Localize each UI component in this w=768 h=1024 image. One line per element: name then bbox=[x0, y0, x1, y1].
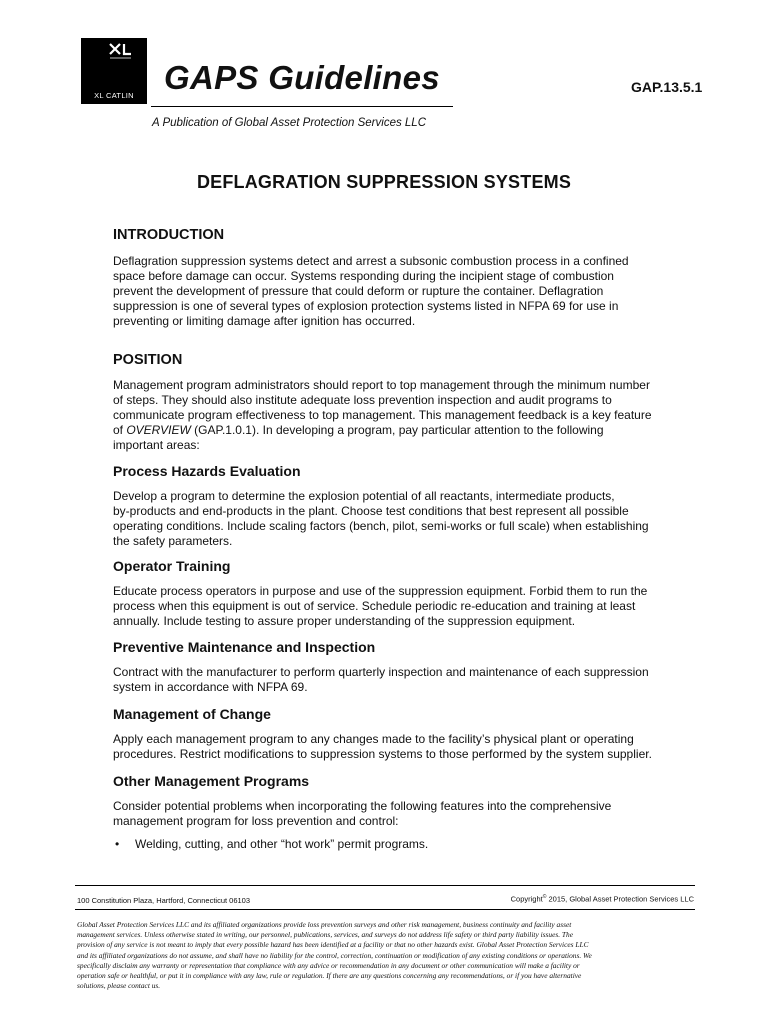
copyright-text: 2015, Global Asset Protection Services LLC bbox=[546, 894, 694, 904]
footer-divider-bottom bbox=[75, 909, 695, 910]
other-programs-paragraph bbox=[113, 799, 683, 829]
text-line: by-products and end-products in the plant. Choose test conditions that best represent all possible bbox=[113, 504, 629, 518]
text-line: prevent the development of pressure that could deform or rupture the container. Deflagration bbox=[113, 284, 604, 298]
list-item bbox=[113, 837, 683, 852]
brand-title: GAPS Guidelines bbox=[164, 59, 440, 96]
management-of-change-section bbox=[113, 705, 683, 762]
footer-address: 100 Constitution Plaza, Hartford, Connecticut 06103 bbox=[77, 896, 251, 905]
text-fragment: (GAP.1.0.1). In developing a program, pay particular attention to the following bbox=[190, 423, 604, 437]
text-line: suppression is one of several types of explosion protection systems listed in NFPA 69 for use in bbox=[113, 299, 619, 313]
text-line: Develop a program to determine the explosion potential of all reactants, intermediate products, bbox=[113, 489, 615, 503]
introduction-paragraph bbox=[113, 254, 683, 329]
introduction-section bbox=[113, 226, 683, 329]
operator-training-paragraph bbox=[113, 584, 683, 629]
other-programs-section bbox=[113, 772, 683, 852]
text-line: annually. Include testing to assure proper understanding of the suppression equipment. bbox=[113, 614, 576, 628]
process-hazards-section bbox=[113, 462, 683, 549]
subsection-heading: Management of Change bbox=[113, 706, 271, 722]
footer-divider-top bbox=[75, 885, 695, 886]
disclaimer-line: specifically disclaim any warranty or representation that compliance with any advice or recommendation in any document or other communication will make a facility or bbox=[77, 960, 580, 970]
xl-catlin-logo bbox=[81, 38, 147, 104]
preventive-maintenance-section bbox=[113, 638, 683, 695]
publisher-line: A Publication of Global Asset Protection Services LLC bbox=[152, 117, 427, 129]
overview-reference: OVERVIEW bbox=[126, 423, 191, 437]
list-item-text: Welding, cutting, and other “hot work” permit programs. bbox=[135, 837, 429, 851]
text-line: important areas: bbox=[113, 438, 200, 452]
text-line: Educate process operators in purpose and use of the suppression equipment. Forbid them to run the bbox=[113, 584, 648, 598]
text-line: communicate program effectiveness to top management. This management feedback is a key feature bbox=[113, 408, 652, 422]
disclaimer-line: provision of any service is not meant to imply that every possible hazard has been identified at a facility or that no other hazards exist. Global Asset Protection Services LLC bbox=[77, 940, 589, 950]
disclaimer-line: solutions, please contact us. bbox=[77, 981, 161, 991]
disclaimer-line: operation safe or healthful, or put it in compliance with any law, rule or regulation. If there are any questions concerning any recommendations, or if you have alternative bbox=[77, 971, 582, 981]
position-paragraph bbox=[113, 378, 683, 453]
text-line: procedures. Restrict modifications to suppression systems to those performed by the system supplier. bbox=[113, 747, 652, 761]
disclaimer-line: and its affiliated organizations do not assume, and shall have no liability for the control, correction, continuation or modification of any existing conditions or operations. We bbox=[77, 950, 592, 960]
header-divider bbox=[151, 106, 453, 107]
subsection-heading: Process Hazards Evaluation bbox=[113, 463, 301, 479]
subsection-heading: Operator Training bbox=[113, 558, 231, 574]
text-line: process when this equipment is out of service. Schedule periodic re-education and training at least bbox=[113, 599, 636, 613]
preventive-maintenance-paragraph bbox=[113, 665, 683, 695]
document-code: GAP.13.5.1 bbox=[631, 79, 703, 95]
section-heading: INTRODUCTION bbox=[113, 227, 225, 243]
logo-text: XL CATLIN bbox=[94, 91, 134, 100]
copyright-label: Copyright bbox=[510, 894, 543, 904]
text-line: of steps. They should also institute adequate loss prevention inspection and audit programs to bbox=[113, 393, 612, 407]
text-line: operating conditions. Include scaling factors (bench, pilot, semi-works or full scale) when establishing bbox=[113, 519, 649, 533]
document-title: DEFLAGRATION SUPPRESSION SYSTEMS bbox=[196, 172, 572, 192]
text-fragment: of bbox=[113, 423, 127, 437]
bullet-icon: • bbox=[115, 837, 120, 851]
text-line: preventing or limiting damage after ignition has occurred. bbox=[113, 314, 416, 328]
text-line: Consider potential problems when incorporating the following features into the comprehensive bbox=[113, 799, 612, 813]
text-line: Management program administrators should report to top management through the minimum number bbox=[113, 378, 650, 392]
document-body bbox=[113, 226, 683, 852]
text-line: the safety parameters. bbox=[113, 534, 233, 548]
copyright-mark: © bbox=[542, 894, 547, 900]
disclaimer-line: Global Asset Protection Services LLC and its affiliated organizations provide loss prevention surveys and other risk management, business continuity and facility asset bbox=[77, 920, 572, 929]
text-line: Deflagration suppression systems detect and arrest a subsonic combustion process in a confined bbox=[113, 254, 629, 268]
text-line: Contract with the manufacturer to perform quarterly inspection and maintenance of each suppression bbox=[113, 665, 649, 679]
process-hazards-paragraph bbox=[113, 489, 683, 549]
text-line: system in accordance with NFPA 69. bbox=[113, 680, 308, 694]
operator-training-section bbox=[113, 557, 683, 629]
subsection-heading: Preventive Maintenance and Inspection bbox=[113, 639, 376, 655]
subsection-heading: Other Management Programs bbox=[113, 773, 310, 789]
management-of-change-paragraph bbox=[113, 732, 683, 762]
text-line: Apply each management program to any changes made to the facility’s physical plant or operating bbox=[113, 732, 634, 746]
legal-disclaimer bbox=[77, 920, 695, 991]
section-heading: POSITION bbox=[113, 352, 183, 368]
text-line: space before damage can occur. Systems responding during the incipient stage of combustion bbox=[113, 269, 614, 283]
position-section bbox=[113, 351, 683, 453]
disclaimer-line: management services. Unless otherwise stated in writing, our personnel, publications, services, and surveys do not address life safety or third party liability issues. The bbox=[77, 930, 574, 940]
footer-copyright bbox=[511, 894, 694, 904]
text-line: management program for loss prevention and control: bbox=[113, 814, 399, 828]
